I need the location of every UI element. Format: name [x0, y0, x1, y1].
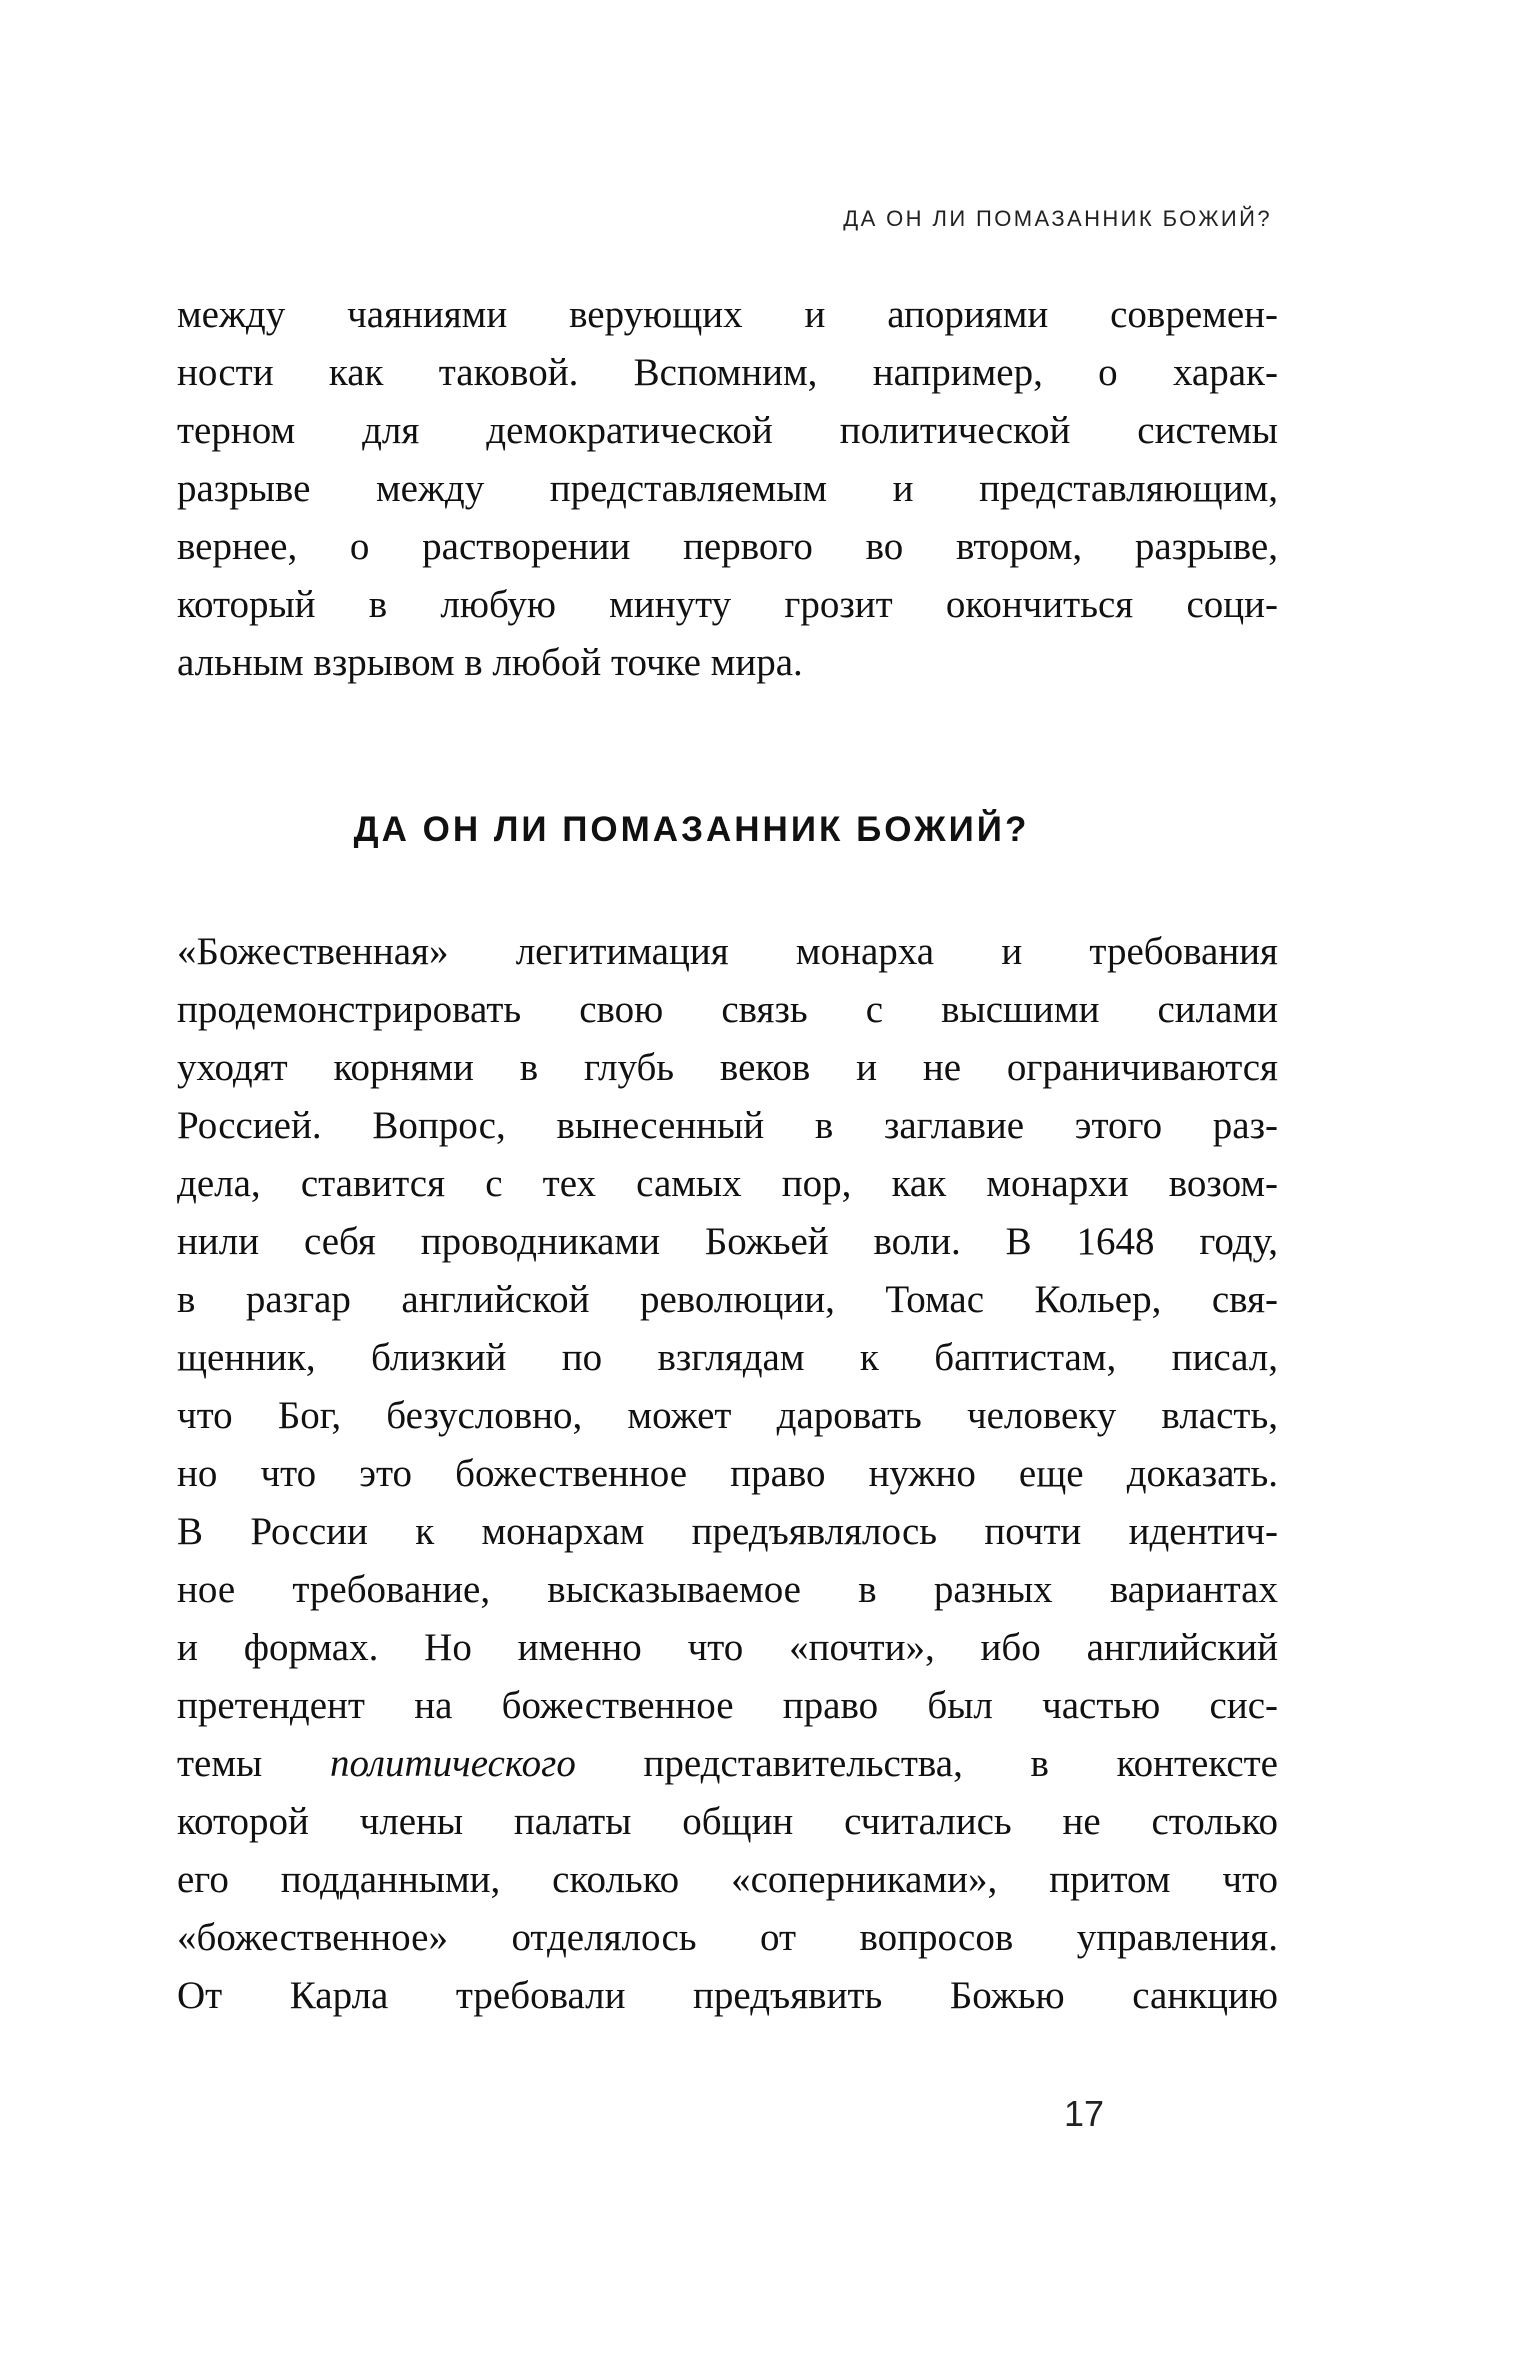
text-line: и формах. Но именно что «почти», ибо английский	[177, 1626, 1278, 1669]
text-line: ное требование, высказываемое в разных вариантах	[177, 1568, 1278, 1611]
text-line: но что это божественное право нужно еще доказать.	[177, 1452, 1278, 1495]
text-segment: темы	[177, 1742, 330, 1785]
text-line: которой члены палаты общин считались не столько	[177, 1800, 1278, 1843]
text-line: его подданными, сколько «соперниками», притом что	[177, 1858, 1278, 1901]
text-line-with-italic	[177, 1735, 1278, 1793]
text-line: щенник, близкий по взглядам к баптистам, писал,	[177, 1336, 1278, 1379]
text-line: вернее, о растворении первого во втором, разрыве,	[177, 525, 1278, 568]
text-line: между чаяниями верующих и апориями современ-	[177, 293, 1278, 336]
section-heading: ДА ОН ЛИ ПОМАЗАННИК БОЖИЙ?	[353, 810, 1030, 849]
text-line: продемонстрировать свою связь с высшими силами	[177, 988, 1278, 1031]
text-line: «Божественная» легитимация монарха и требования	[177, 930, 1278, 973]
text-line: терном для демократической политической системы	[177, 409, 1278, 452]
page-number: 17	[1064, 2093, 1105, 2134]
text-line: «божественное» отделялось от вопросов управления.	[177, 1916, 1278, 1959]
text-line: В России к монархам предъявлялось почти идентич-	[177, 1510, 1278, 1553]
paragraph-continuation	[177, 286, 1278, 692]
text-line: в разгар английской революции, Томас Кольер, свя-	[177, 1278, 1278, 1321]
paragraph-main	[177, 923, 1278, 2025]
text-line: уходят корнями в глубь веков и не ограничиваются	[177, 1046, 1278, 1089]
text-line: дела, ставится с тех самых пор, как монархи возом-	[177, 1162, 1278, 1205]
italic-emphasis: политического	[329, 1742, 576, 1785]
text-line: Россией. Вопрос, вынесенный в заглавие этого раз-	[177, 1104, 1278, 1147]
text-line: разрыве между представляемым и представляющим,	[177, 467, 1278, 510]
text-line: нили себя проводниками Божьей воли. В 1648 году,	[177, 1220, 1278, 1263]
text-line: альным взрывом в любой точке мира.	[177, 641, 803, 684]
text-line: который в любую минуту грозит окончиться соци-	[177, 583, 1278, 626]
running-head: ДА ОН ЛИ ПОМАЗАННИК БОЖИЙ?	[843, 206, 1272, 231]
text-line: что Бог, безусловно, может даровать человеку власть,	[177, 1394, 1278, 1437]
text-line: претендент на божественное право был частью сис-	[177, 1684, 1278, 1727]
text-segment: представительства, в контексте	[575, 1742, 1278, 1785]
text-line: От Карла требовали предъявить Божью санкцию	[177, 1974, 1278, 2017]
text-line: ности как таковой. Вспомним, например, о харак-	[177, 351, 1278, 394]
